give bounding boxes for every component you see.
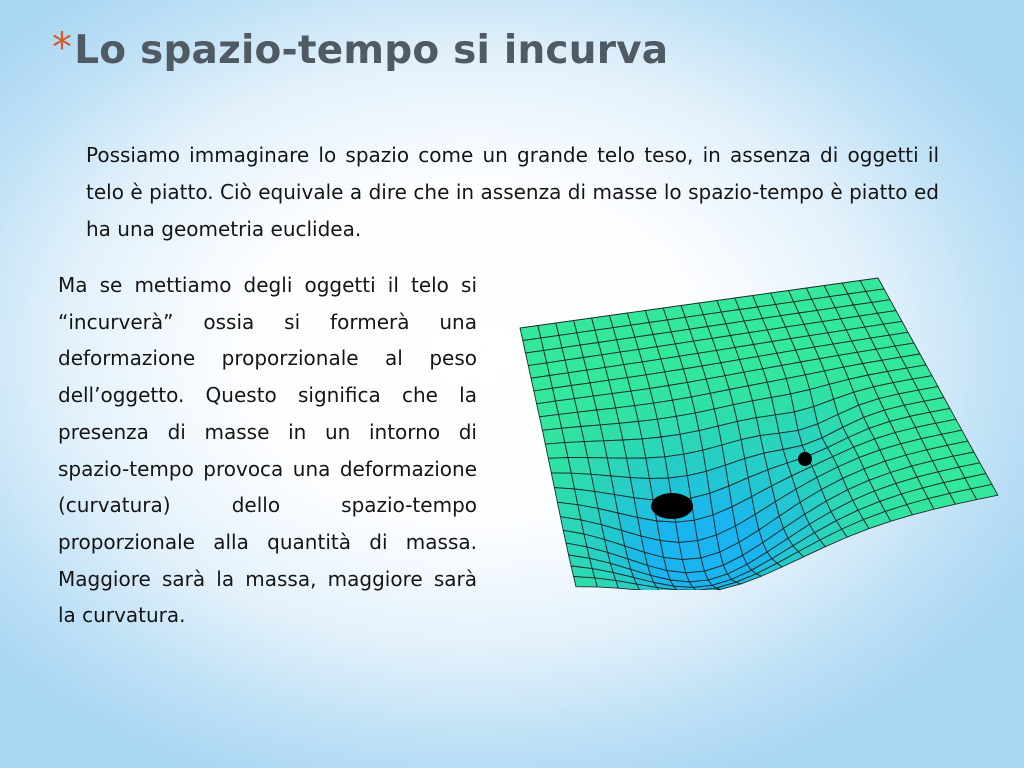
grid-surface (520, 278, 998, 590)
body-paragraph: Ma se mettiamo degli oggetti il telo si “incurverà” ossia si formerà una deformazione proporzionale al peso dell’oggetto. Questo significa che la presenza di masse in un intorno di spazio-tempo provoca una deformazione (curvatura) dello spazio-tempo proporzionale alla quantità di massa. Maggiore sarà la massa, maggiore sarà la curvatura. (58, 273, 477, 628)
grid-cell (568, 458, 591, 475)
grid-cell (542, 428, 564, 444)
intro-paragraph: Possiamo immaginare lo spazio come un grande telo teso, in assenza di oggetti il telo è piatto. Ciò equivale a dire che in assenza di masse lo spazio-tempo è piatto ed ha una geometria euclidea. (86, 143, 939, 241)
grid-cell (545, 443, 568, 459)
grid-cell (584, 441, 607, 458)
slide-title (52, 24, 668, 75)
title-bullet-star: * (52, 25, 73, 71)
small-mass (798, 452, 812, 466)
grid-cell (578, 410, 601, 427)
title-text: Lo spazio-tempo si incurva (74, 28, 669, 73)
grid-cell (556, 399, 578, 415)
grid-cell (574, 396, 596, 412)
grid-cell (581, 425, 604, 442)
grid-cell (551, 473, 574, 489)
grid-cell (562, 427, 585, 443)
grid-cell (540, 414, 562, 430)
large-mass (651, 493, 693, 519)
grid-cell (676, 520, 698, 542)
grid-cell (548, 458, 571, 474)
grid-cell (565, 442, 588, 458)
spacetime-curvature-figure (510, 270, 1000, 590)
grid-cell (574, 577, 598, 587)
grid-cell (559, 412, 581, 428)
